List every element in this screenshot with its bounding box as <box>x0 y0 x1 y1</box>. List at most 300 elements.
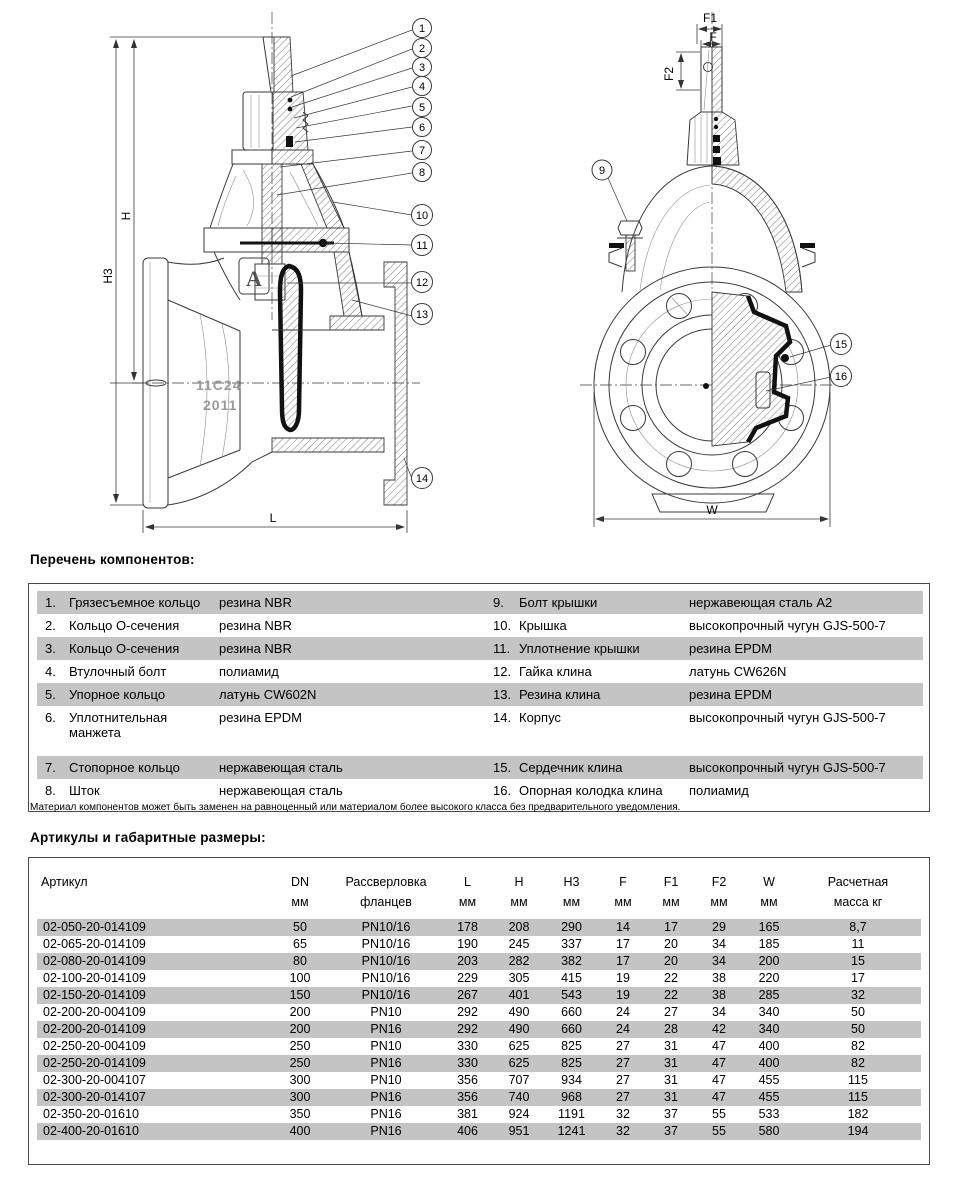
article-value: 305 <box>508 971 530 985</box>
article-number: 02-250-20-014109 <box>37 1055 269 1072</box>
article-value: 229 <box>457 971 478 985</box>
article-value: 165 <box>743 919 795 936</box>
article-value: 32 <box>795 987 921 1004</box>
article-value: 290 <box>544 919 599 936</box>
article-row <box>37 1106 921 1123</box>
component-name: Кольцо О-сечения <box>65 637 215 660</box>
component-name: Резина клина <box>515 683 685 706</box>
component-row <box>37 660 923 683</box>
article-value: 250 <box>269 1055 331 1072</box>
article-value: 37 <box>647 1123 695 1140</box>
dimensions-table-body <box>37 919 921 1140</box>
component-mat: латунь CW602N <box>215 683 485 706</box>
column-unit: мм <box>760 895 778 909</box>
article-number: 02-300-20-014107 <box>37 1089 269 1106</box>
component-num: 4. <box>45 664 56 679</box>
article-value: 50 <box>269 919 331 936</box>
article-value: 22 <box>647 987 695 1004</box>
cast-mark-code: 11C24 <box>196 377 242 393</box>
component-name: Гайка клина <box>519 664 592 679</box>
article-value: 20 <box>647 953 695 970</box>
article-value: PN10 <box>370 1073 402 1087</box>
article-value: PN10/16 <box>331 953 441 970</box>
article-value: 924 <box>508 1107 530 1121</box>
component-mat: полиамид <box>689 783 749 798</box>
article-number: 02-200-20-014109 <box>37 1021 269 1038</box>
article-value: 100 <box>289 971 311 985</box>
article-value: 34 <box>695 953 743 970</box>
component-mat: резина NBR <box>215 637 485 660</box>
wedge-rubber-profile <box>280 266 301 430</box>
article-value: 38 <box>695 987 743 1004</box>
svg-text:9: 9 <box>598 165 606 177</box>
valve-body <box>143 252 407 508</box>
component-num: 15. <box>485 756 515 779</box>
article-number: 02-200-20-004109 <box>43 1005 146 1019</box>
column-unit: мм <box>562 895 581 909</box>
o-ring <box>288 98 293 103</box>
article-value: 455 <box>758 1073 780 1087</box>
article-value: 625 <box>494 1055 544 1072</box>
right-drawing-front-section <box>580 11 852 527</box>
article-value: 660 <box>544 1021 599 1038</box>
article-row <box>37 1021 921 1038</box>
component-mat: полиамид <box>219 664 279 679</box>
article-value: 17 <box>616 937 630 951</box>
article-value: 267 <box>441 987 494 1004</box>
component-name: Опорная колодка клина <box>519 783 663 798</box>
article-value: 185 <box>758 937 780 951</box>
bolt-hole <box>667 294 692 319</box>
article-value: 455 <box>743 1089 795 1106</box>
dim-label-h: H <box>119 211 133 221</box>
article-value: 14 <box>599 919 647 936</box>
callout-16 <box>831 366 852 387</box>
bonnet-bolt-shaft <box>626 235 635 271</box>
component-name: Шток <box>69 783 100 798</box>
callout-5 <box>413 98 432 117</box>
svg-text:10: 10 <box>415 210 429 222</box>
article-value: 27 <box>599 1055 647 1072</box>
article-value: 47 <box>712 1039 726 1053</box>
article-value: 178 <box>441 919 494 936</box>
component-name: Корпус <box>519 710 561 725</box>
article-value: 28 <box>647 1021 695 1038</box>
article-value: 31 <box>664 1039 678 1053</box>
article-value: 208 <box>494 919 544 936</box>
component-name: Упорное кольцо <box>65 683 215 706</box>
article-value: 401 <box>494 987 544 1004</box>
callout-6 <box>413 118 432 137</box>
article-value: 27 <box>616 1073 630 1087</box>
article-value: 382 <box>544 953 599 970</box>
article-value: 825 <box>544 1055 599 1072</box>
component-row <box>37 591 923 614</box>
article-value: 625 <box>508 1039 530 1053</box>
component-num: 2. <box>45 618 56 633</box>
article-value: 37 <box>664 1107 678 1121</box>
article-number: 02-065-20-014109 <box>43 937 146 951</box>
article-value: 34 <box>712 937 726 951</box>
bonnet <box>204 150 349 294</box>
component-name: Уплотнительная манжета <box>69 710 168 740</box>
component-mat: нержавеющая сталь A2 <box>685 591 923 614</box>
component-num: 16. <box>493 783 512 798</box>
callout-10 <box>412 205 433 226</box>
svg-text:3: 3 <box>418 62 426 74</box>
component-mat: высокопрочный чугун GJS-500-7 <box>689 710 886 725</box>
dimensions-heading: Артикулы и габаритные размеры: <box>30 830 266 845</box>
avk-logo: A <box>246 266 262 291</box>
article-row <box>37 970 921 987</box>
article-row <box>37 1072 921 1089</box>
bolt-hole <box>621 406 646 431</box>
article-value: PN16 <box>331 1055 441 1072</box>
article-value: 27 <box>616 1039 630 1053</box>
article-value: 50 <box>795 1021 921 1038</box>
component-mat: резина EPDM <box>219 710 302 725</box>
column-unit: фланцев <box>360 895 412 909</box>
component-row <box>37 614 923 637</box>
article-value: PN16 <box>370 1107 402 1121</box>
column-header: W <box>763 875 775 889</box>
callout-8 <box>413 163 432 182</box>
article-value: 19 <box>599 987 647 1004</box>
dim-label-l: L <box>269 511 277 525</box>
article-value: 660 <box>561 1005 582 1019</box>
component-mat: нержавеющая сталь <box>219 783 343 798</box>
column-unit: мм <box>710 895 728 909</box>
component-name: Болт крышки <box>515 591 685 614</box>
article-value: 1241 <box>544 1123 599 1140</box>
article-value: 55 <box>712 1107 726 1121</box>
component-num: 10. <box>493 618 512 633</box>
svg-text:8: 8 <box>418 167 426 179</box>
article-value: 182 <box>847 1107 869 1121</box>
article-value: PN10/16 <box>361 937 411 951</box>
callout-1 <box>413 19 432 38</box>
component-name: Стопорное кольцо <box>65 756 215 779</box>
article-value: 203 <box>441 953 494 970</box>
article-row <box>37 1089 921 1106</box>
article-value: 406 <box>441 1123 494 1140</box>
article-value: 17 <box>599 953 647 970</box>
right-flange-section <box>384 262 407 505</box>
svg-text:7: 7 <box>418 145 426 157</box>
article-value: 31 <box>664 1073 678 1087</box>
callout-9 <box>592 160 612 180</box>
article-value: 65 <box>293 937 307 951</box>
column-header: DN <box>290 875 310 889</box>
component-num: 13. <box>485 683 515 706</box>
column-header: F1 <box>663 875 679 889</box>
article-value: 50 <box>851 1005 865 1019</box>
column-header: H3 <box>563 875 580 889</box>
callout-3 <box>413 58 432 77</box>
component-name: Втулочный болт <box>69 664 167 679</box>
article-value: 42 <box>695 1021 743 1038</box>
materials-note: Материал компонентов может быть заменен на равноценный или материалом более высокого класса без предварительного уведомления. <box>30 802 681 813</box>
article-value: 400 <box>269 1123 331 1140</box>
column-unit: мм <box>458 895 477 909</box>
column-unit: мм <box>510 895 528 909</box>
article-value: 400 <box>758 1039 780 1053</box>
article-number: 02-400-20-01610 <box>37 1123 269 1140</box>
article-value: 533 <box>758 1107 780 1121</box>
component-name: Сердечник клина <box>515 756 685 779</box>
callout-14 <box>412 468 433 489</box>
component-num: 8. <box>45 783 56 798</box>
svg-text:16: 16 <box>834 371 848 383</box>
component-mat: резина EPDM <box>685 637 923 660</box>
article-value: 968 <box>544 1089 599 1106</box>
article-number: 02-300-20-004107 <box>43 1073 146 1087</box>
svg-text:4: 4 <box>418 81 426 93</box>
article-number: 02-150-20-014109 <box>37 987 269 1004</box>
article-value: PN16 <box>331 1089 441 1106</box>
left-drawing-side-section <box>101 12 433 533</box>
component-mat: резина NBR <box>215 591 485 614</box>
component-row <box>37 706 923 756</box>
article-row <box>37 1123 921 1140</box>
article-value: 300 <box>289 1073 311 1087</box>
svg-text:2: 2 <box>418 43 426 55</box>
article-value: 350 <box>289 1107 311 1121</box>
article-row <box>37 936 921 953</box>
article-value: 38 <box>712 971 726 985</box>
dims-header-labels <box>37 865 921 893</box>
article-value: 285 <box>743 987 795 1004</box>
article-value: 31 <box>647 1055 695 1072</box>
column-unit: масса кг <box>833 895 883 909</box>
component-num: 11. <box>485 637 515 660</box>
article-value: 356 <box>457 1073 478 1087</box>
article-value: 490 <box>494 1021 544 1038</box>
dim-label-w: W <box>706 503 718 517</box>
article-value: PN10/16 <box>331 987 441 1004</box>
article-value: 15 <box>795 953 921 970</box>
article-value: 47 <box>695 1055 743 1072</box>
article-value: 115 <box>795 1089 921 1106</box>
bolt-hole <box>667 452 692 477</box>
component-name: Грязесъемное кольцо <box>65 591 215 614</box>
column-unit <box>37 893 269 919</box>
article-value: 80 <box>269 953 331 970</box>
callout-7 <box>413 141 432 160</box>
article-value: 300 <box>269 1089 331 1106</box>
article-value: 543 <box>544 987 599 1004</box>
article-value: 337 <box>561 937 582 951</box>
article-value: 330 <box>441 1055 494 1072</box>
article-value: 825 <box>561 1039 582 1053</box>
article-row <box>37 987 921 1004</box>
article-value: 27 <box>599 1089 647 1106</box>
article-value: PN10/16 <box>361 971 411 985</box>
component-row <box>37 637 923 660</box>
column-unit: мм <box>291 895 309 909</box>
article-value: 8,7 <box>795 919 921 936</box>
article-value: 200 <box>269 1021 331 1038</box>
article-value: 415 <box>561 971 582 985</box>
article-value: 24 <box>599 1021 647 1038</box>
callout-15 <box>831 334 852 355</box>
components-heading: Перечень компонентов: <box>30 552 195 567</box>
dim-label-f1: F1 <box>702 11 718 25</box>
svg-text:1: 1 <box>418 23 426 35</box>
article-value: 340 <box>758 1005 780 1019</box>
article-value: 31 <box>647 1089 695 1106</box>
column-header: F2 <box>711 875 727 889</box>
article-row <box>37 1038 921 1055</box>
component-name: Уплотнение крышки <box>515 637 685 660</box>
svg-text:14: 14 <box>415 473 429 485</box>
svg-text:11: 11 <box>416 240 428 252</box>
article-value: 115 <box>848 1073 868 1087</box>
article-value: PN16 <box>331 1021 441 1038</box>
callout-2 <box>413 39 432 58</box>
article-value: 34 <box>712 1005 726 1019</box>
component-row <box>37 779 923 802</box>
dims-header-units <box>37 893 921 919</box>
article-value: 490 <box>508 1005 530 1019</box>
article-row <box>37 919 921 936</box>
article-value: 282 <box>494 953 544 970</box>
article-value: 24 <box>616 1005 630 1019</box>
column-header: F <box>619 875 627 889</box>
dimensions-table <box>28 857 930 1165</box>
components-table-body <box>37 591 923 802</box>
column-header: H <box>514 875 524 889</box>
article-number: 02-080-20-014109 <box>37 953 269 970</box>
article-row <box>37 953 921 970</box>
article-number: 02-350-20-01610 <box>43 1107 139 1121</box>
component-row <box>37 683 923 706</box>
valve-technical-drawing <box>0 0 960 552</box>
article-value: PN10 <box>370 1039 402 1053</box>
article-value: 330 <box>457 1039 478 1053</box>
component-mat: резина EPDM <box>685 683 923 706</box>
article-value: 250 <box>289 1039 311 1053</box>
callout-12 <box>412 272 433 293</box>
article-value: 17 <box>851 971 865 985</box>
component-num: 1. <box>37 591 65 614</box>
article-value: 934 <box>561 1073 582 1087</box>
article-value: 245 <box>508 937 530 951</box>
article-row <box>37 1004 921 1021</box>
article-value: 19 <box>616 971 630 985</box>
article-value: PN16 <box>331 1123 441 1140</box>
components-table <box>28 583 930 812</box>
component-row <box>37 756 923 779</box>
article-value: PN10 <box>370 1005 402 1019</box>
column-header: Рассверловка <box>345 875 427 889</box>
article-value: 1191 <box>558 1107 585 1121</box>
gasket-left <box>609 243 624 248</box>
column-unit: мм <box>662 895 680 909</box>
dim-label-h3: H3 <box>101 268 115 284</box>
bonnet-seal-dot <box>319 239 327 247</box>
article-value: 740 <box>494 1089 544 1106</box>
bolt-hole <box>621 340 646 365</box>
article-value: 11 <box>851 937 865 951</box>
article-number: 02-100-20-014109 <box>43 971 146 985</box>
gasket-right <box>800 243 815 248</box>
article-value: 951 <box>494 1123 544 1140</box>
component-name: Кольцо О-сечения <box>69 618 180 633</box>
callout-4 <box>413 77 432 96</box>
article-number: 02-250-20-004109 <box>43 1039 146 1053</box>
article-value: 29 <box>695 919 743 936</box>
article-value: 22 <box>664 971 678 985</box>
stem <box>243 37 308 150</box>
article-value: 707 <box>508 1073 530 1087</box>
article-value: 340 <box>743 1021 795 1038</box>
article-value: 150 <box>269 987 331 1004</box>
o-ring <box>288 107 293 112</box>
article-value: 82 <box>851 1039 865 1053</box>
component-num: 14. <box>493 710 512 725</box>
svg-text:15: 15 <box>834 339 848 351</box>
component-num: 5. <box>37 683 65 706</box>
component-num: 3. <box>37 637 65 660</box>
component-mat: нержавеющая сталь <box>215 756 485 779</box>
article-value: 194 <box>795 1123 921 1140</box>
component-num: 7. <box>37 756 65 779</box>
bolt-hole <box>733 452 758 477</box>
article-value: PN10/16 <box>331 919 441 936</box>
article-value: 27 <box>664 1005 678 1019</box>
svg-text:6: 6 <box>418 122 426 134</box>
component-name: Крышка <box>519 618 567 633</box>
seal <box>286 136 293 147</box>
svg-text:5: 5 <box>418 102 426 114</box>
article-value: 32 <box>599 1123 647 1140</box>
column-header: Артикул <box>41 875 88 889</box>
article-value: 82 <box>795 1055 921 1072</box>
article-value: 292 <box>457 1005 478 1019</box>
stem-front <box>687 47 739 165</box>
article-value: 400 <box>743 1055 795 1072</box>
article-value: 220 <box>758 971 780 985</box>
component-num: 6. <box>45 710 56 725</box>
article-value: 32 <box>616 1107 630 1121</box>
component-num: 12. <box>493 664 512 679</box>
article-value: 200 <box>743 953 795 970</box>
cast-mark-year: 2011 <box>203 397 238 413</box>
dim-label-f2: F2 <box>662 66 676 82</box>
article-value: 17 <box>647 919 695 936</box>
callout-11 <box>412 235 433 256</box>
svg-text:12: 12 <box>415 277 429 289</box>
column-header: L <box>464 875 471 889</box>
component-mat: высокопрочный чугун GJS-500-7 <box>689 618 886 633</box>
article-value: 47 <box>712 1073 726 1087</box>
component-mat: высокопрочный чугун GJS-500-7 <box>685 756 923 779</box>
wedge-core-dot <box>781 354 789 362</box>
article-value: 20 <box>664 937 678 951</box>
dim-label-f: F <box>709 30 717 44</box>
wedge-front-section <box>712 292 790 446</box>
article-value: 200 <box>289 1005 311 1019</box>
article-value: 356 <box>441 1089 494 1106</box>
article-value: 381 <box>457 1107 478 1121</box>
component-num: 9. <box>485 591 515 614</box>
svg-text:13: 13 <box>415 309 429 321</box>
article-value: 55 <box>695 1123 743 1140</box>
article-value: 580 <box>743 1123 795 1140</box>
article-value: 190 <box>457 937 478 951</box>
component-mat: резина NBR <box>219 618 292 633</box>
